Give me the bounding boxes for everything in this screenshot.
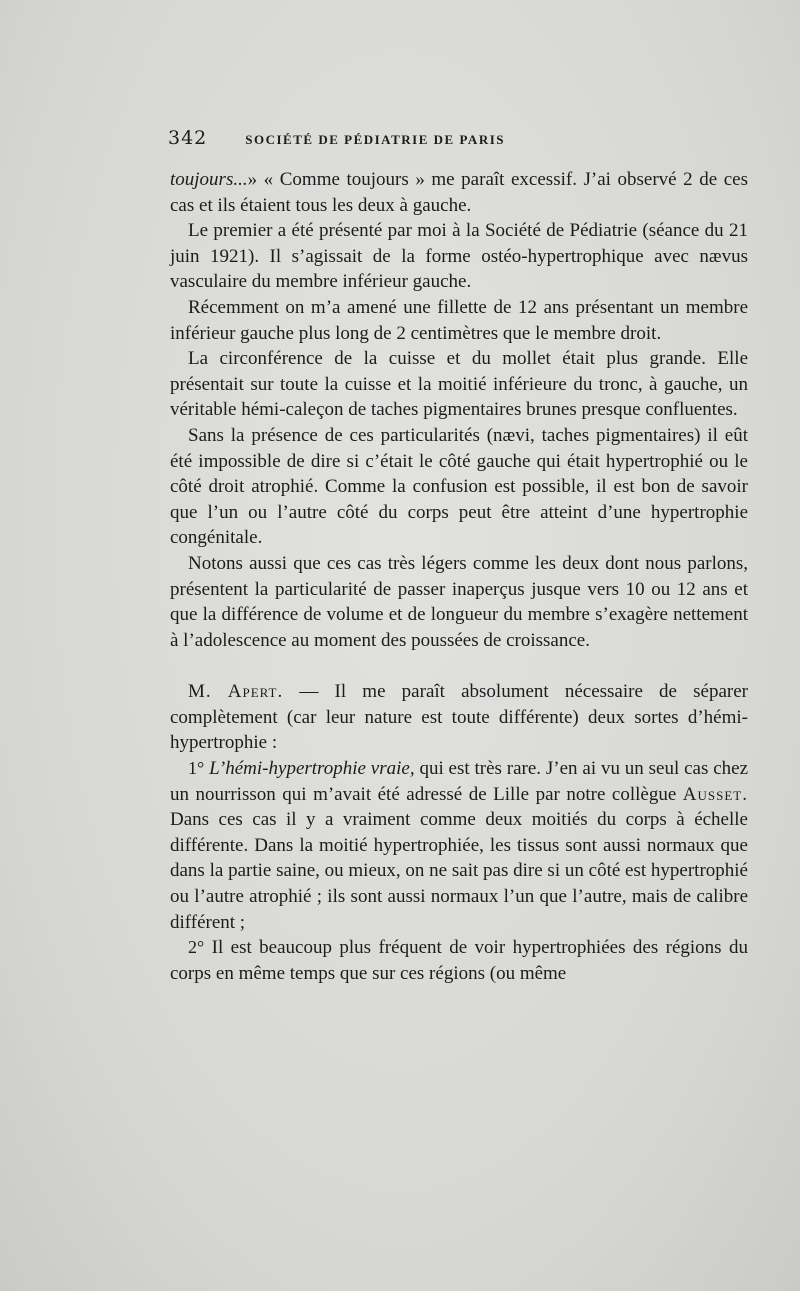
point-number: 1°: [188, 758, 205, 779]
body-text: [170, 167, 748, 986]
colleague-name: Ausset.: [682, 783, 748, 805]
page-number: 342: [168, 127, 208, 149]
paragraph: Sans la présence de ces particularités (nævi, taches pigmentaires) il eût été impossible de dire si c’était le côté gauche qui était hypertrophié ou le côté droit atrophié. Comme la confusion est possible, il est bon de savoir que l’un ou l’autre côté du corps peut être atteint d’une hypertrophie congénitale.: [170, 424, 748, 549]
paragraph: Notons aussi que ces cas très légers comme les deux dont nous parlons, présentent la particularité de passer inaperçus jusque vers 10 ou 12 ans et que la différence de volume et de longueur du membre s’exagère nettement à l’adolescence au moment des poussées de croissance.: [170, 552, 748, 651]
point-one: 1° L’hémi-hypertrophie vraie, qui est très rare. J’en ai vu un seul cas chez un nourrisson qui m’avait été adressé de Lille par notre collègue Ausset. Dans ces cas il y a vraiment comme deux moitiés du corps à échelle différente. Dans la moitié hypertrophiée, les tissus sont aussi normaux que dans la partie saine, ou mieux, on ne sait pas dire si un côté est hypertrophié ou l’autre atrophié ; ils sont aussi normaux l’un que l’autre, mais de calibre différent ;: [170, 758, 749, 933]
point-number: 2°: [188, 937, 205, 958]
apert-intervention: M. Apert. — Il me paraît absolument nécessaire de séparer complètement (car leur nature est toute différente) deux sortes d’hémi-hypertrophie :: [170, 681, 748, 754]
section-gap: [170, 653, 748, 679]
paragraph: Récemment on m’a amené une fillette de 12 ans présentant un membre inférieur gauche plus long de 2 centimètres que le membre droit.: [170, 296, 748, 344]
paragraph: Le premier a été présenté par moi à la Société de Pédiatrie (séance du 21 juin 1921). Il s’agissait de la forme ostéo-hypertrophique avec nævus vasculaire du membre inférieur gauche.: [170, 220, 748, 293]
paragraph: La circonférence de la cuisse et du mollet était plus grande. Elle présentait sur toute la cuisse et la moitié inférieure du tronc, à gauche, un véritable hémi-caleçon de taches pigmentaires brunes presque confluentes.: [170, 348, 748, 421]
italic-lead: toujours...: [170, 169, 248, 190]
paragraph: toujours...» « Comme toujours » me paraît excessif. J’ai observé 2 de ces cas et ils étaient tous les deux à gauche.: [170, 169, 748, 216]
point-two: 2° Il est beaucoup plus fréquent de voir hypertrophiées des régions du corps en même temps que sur ces régions (ou même: [170, 937, 748, 984]
italic-term: L’hémi-hypertrophie vraie,: [209, 758, 415, 780]
speaker-name: M. Apert.: [188, 681, 284, 703]
running-title: SOCIÉTÉ DE PÉDIATRIE DE PARIS: [245, 132, 505, 147]
page-header: [168, 127, 748, 149]
